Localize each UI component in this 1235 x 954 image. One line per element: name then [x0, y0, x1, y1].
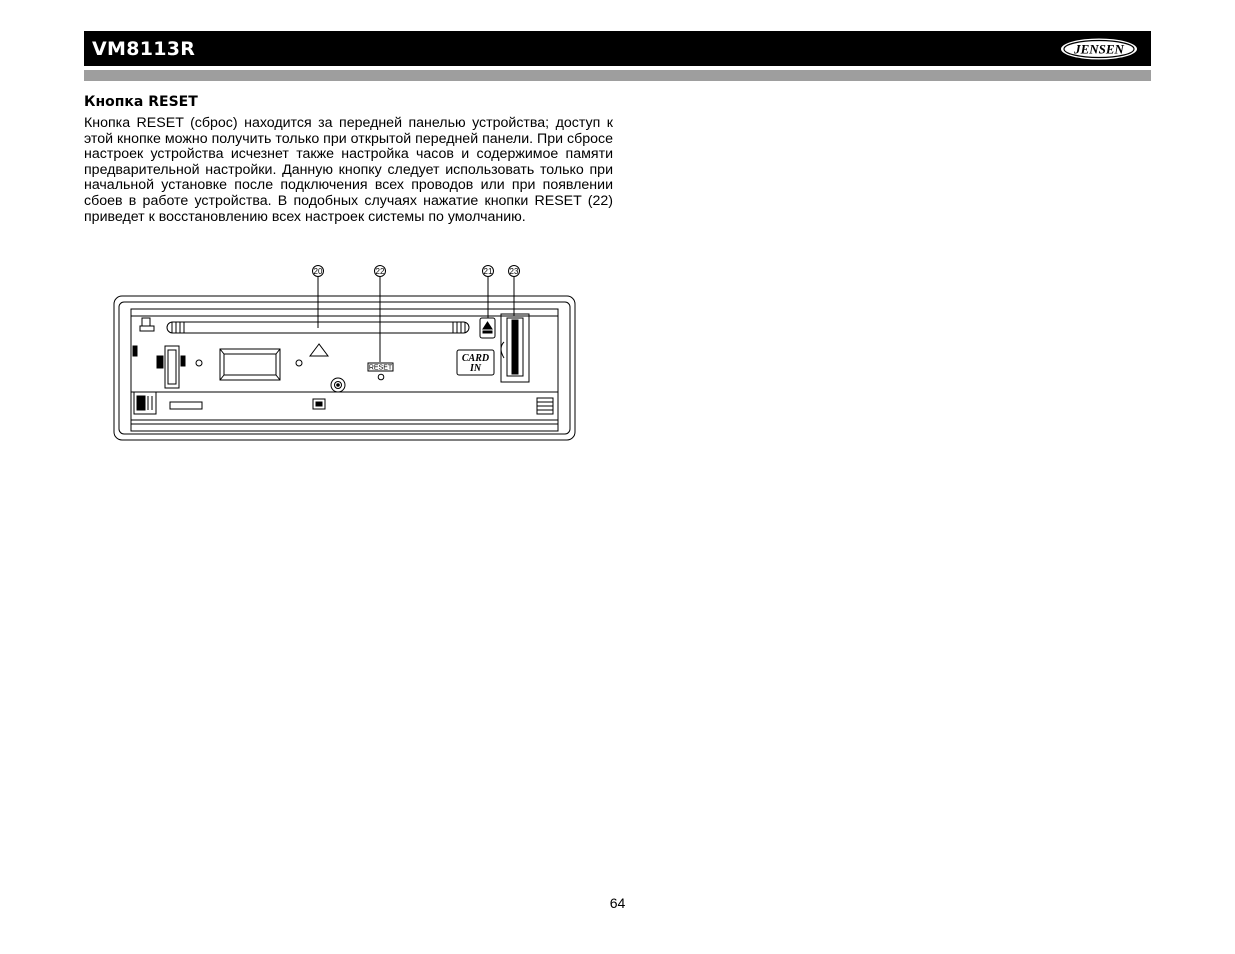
card-in-label — [457, 350, 494, 375]
callout-20 — [313, 266, 324, 329]
callout-23 — [509, 266, 520, 317]
card-slot — [501, 314, 529, 382]
left-connector — [134, 392, 156, 414]
svg-text:CARD: CARD — [461, 353, 490, 364]
header-divider — [84, 70, 1151, 81]
page-number: 64 — [609, 895, 626, 911]
reset-label: RESET — [368, 364, 393, 372]
body-paragraph: Кнопка RESET (сброс) находится за передней панелью устройства; доступ к этой кнопке можно получить только при открытой передней панели. При сбросе настроек устройства исчезнет также настройка часов и содержимое памяти предварительной настройки. Данную кнопку следует использовать только при начальной установке после подключения всех проводов или при появлении сбоев в работе устройства. В подобных случаях нажатие кнопки RESET (22) приведет к восстановлению всех настроек системы по умолчанию. — [84, 115, 613, 225]
svg-text:22: 22 — [375, 266, 385, 276]
svg-text:IN: IN — [469, 363, 482, 374]
eject-triangle-icon — [310, 344, 328, 356]
brand-logo-text: JENSEN — [1074, 41, 1124, 57]
callout-22 — [375, 266, 386, 363]
header-bar — [84, 31, 1151, 66]
svg-text:20: 20 — [313, 266, 323, 276]
lower-slot — [170, 402, 202, 409]
svg-text:21: 21 — [483, 266, 493, 276]
svg-text:23: 23 — [509, 266, 519, 276]
right-connector — [537, 398, 553, 414]
connector-block — [220, 349, 280, 380]
callout-21 — [483, 266, 494, 319]
reset-hole-icon — [378, 374, 384, 380]
section-heading: Кнопка RESET — [84, 94, 198, 110]
aux-jack — [331, 378, 345, 392]
eject-button-icon — [480, 318, 495, 338]
reset-button — [368, 363, 393, 380]
front-panel-diagram — [110, 262, 580, 444]
model-title: VM8113R — [92, 38, 196, 60]
chassis-outer — [114, 296, 575, 440]
jensen-logo — [1059, 37, 1139, 61]
